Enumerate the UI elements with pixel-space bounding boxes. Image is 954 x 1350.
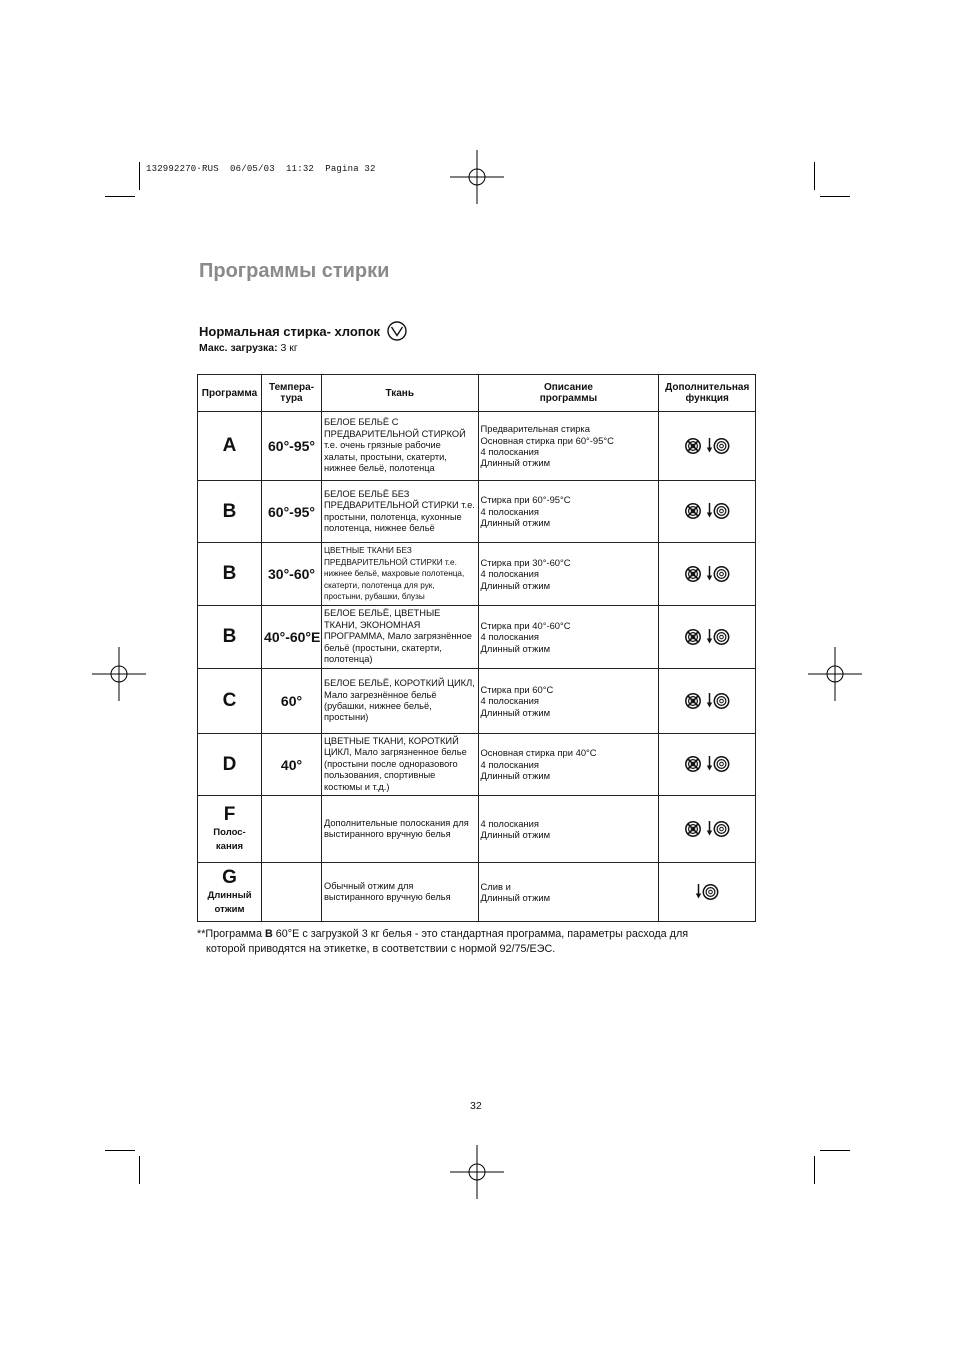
description-line: Длинный отжим bbox=[480, 642, 551, 654]
program-letter: D bbox=[222, 753, 237, 775]
crop-mark bbox=[814, 1156, 815, 1184]
description-line: 4 полоскания bbox=[480, 695, 539, 707]
function-cell bbox=[659, 412, 756, 481]
description-line: Слив и bbox=[480, 880, 511, 892]
crop-mark bbox=[820, 1150, 850, 1151]
description-line: Длинный отжим bbox=[480, 829, 551, 840]
description-line: Стирка при 40°-60°C bbox=[480, 619, 571, 631]
description-line: Стирка при 30°-60°C bbox=[480, 556, 571, 568]
function-cell bbox=[659, 481, 756, 543]
description-cell bbox=[478, 606, 659, 669]
description-line: Стирка при 60°C bbox=[480, 683, 554, 695]
program-letter: A bbox=[222, 435, 237, 456]
program-cell bbox=[198, 863, 262, 922]
registration-mark-icon bbox=[450, 150, 504, 204]
long-spin-icon bbox=[706, 437, 730, 455]
description-line: Стирка при 60°-95°C bbox=[480, 494, 571, 506]
description-cell bbox=[478, 543, 659, 606]
description-cell bbox=[478, 412, 659, 481]
fabric-cell: БЕЛОЕ БЕЛЬЁ, КОРОТКИЙ ЦИКЛ, Мало загрезнённое бельё (рубашки, нижнее бельё, простыни) bbox=[321, 669, 478, 734]
temperature-cell: 30°-60° bbox=[262, 543, 322, 606]
no-spin-icon bbox=[684, 437, 702, 455]
temperature-cell: 60°-95° bbox=[262, 412, 322, 481]
description-line: Длинный отжим bbox=[480, 770, 551, 782]
fabric-cell: БЕЛОЕ БЕЛЬЁ БЕЗ ПРЕДВАРИТЕЛЬНОЙ СТИРКИ т.е. простыни, полотенца, кухонные полотенца, нижнее бельё bbox=[321, 481, 478, 543]
description-cell bbox=[478, 796, 659, 863]
crop-mark bbox=[814, 162, 815, 190]
function-cell bbox=[659, 734, 756, 796]
footnote-prefix: **Программа bbox=[197, 928, 265, 940]
footnote-program: B bbox=[264, 928, 273, 940]
registration-mark-icon bbox=[92, 647, 146, 701]
no-spin-icon bbox=[684, 755, 702, 773]
programs-table bbox=[197, 374, 756, 922]
registration-mark-icon bbox=[808, 647, 862, 701]
temperature-cell: 40° bbox=[262, 734, 322, 796]
long-spin-icon bbox=[706, 820, 730, 838]
function-cell bbox=[659, 606, 756, 669]
section-title bbox=[199, 320, 408, 342]
header-function-line2: функция bbox=[685, 393, 729, 404]
description-cell bbox=[478, 863, 659, 922]
program-letter: F bbox=[223, 804, 236, 825]
program-subtitle: Длинный bbox=[207, 890, 252, 901]
header-description bbox=[478, 375, 659, 412]
crop-mark bbox=[820, 196, 850, 197]
program-subtitle: Полос- bbox=[213, 827, 246, 838]
function-cell bbox=[659, 863, 756, 922]
program-cell bbox=[198, 606, 262, 669]
header-fabric: Ткань bbox=[321, 375, 478, 412]
header-temperature-line2: тура bbox=[280, 393, 303, 404]
program-cell bbox=[198, 796, 262, 863]
header-program: Программа bbox=[198, 375, 262, 412]
footnote-line2: которой приводятся на этикетке, в соответствии с нормой 92/75/ЕЭС. bbox=[206, 942, 556, 955]
program-subtitle: отжим bbox=[214, 904, 245, 915]
description-line: 4 полоскания bbox=[480, 817, 539, 829]
fabric-cell: БЕЛОЕ БЕЛЬЁ, ЦВЕТНЫЕ ТКАНИ, ЭКОНОМНАЯ ПРОГРАММА, Мало загрязнённое бельё (простыни, скатерти, полотенца) bbox=[321, 606, 478, 669]
table-header-row bbox=[198, 375, 756, 412]
fabric-cell: ЦВЕТНЫЕ ТКАНИ БЕЗ ПРЕДВАРИТЕЛЬНОЙ СТИРКИ т.е. нижнее бельё, махровые полотенца, скатерти, полотенца для рук, простыни, рубашки, блузы bbox=[321, 543, 478, 606]
fabric-cell: ЦВЕТНЫЕ ТКАНИ, КОРОТКИЙ ЦИКЛ, Мало загрязненное белье (простыни после одноразового пользования, спортивные костюмы и т.д.) bbox=[321, 734, 478, 796]
program-letter: B bbox=[222, 500, 237, 522]
fabric-cell: Обычный отжим для выстиранного вручную белья bbox=[321, 863, 478, 922]
long-spin-icon bbox=[706, 628, 730, 646]
section-title-text: Нормальная стирка- хлопок bbox=[199, 323, 381, 339]
footnote-line1: 60°E с загрузкой 3 кг белья - это стандартная программа, параметры расхода для bbox=[272, 928, 689, 940]
header-description-line2: программы bbox=[539, 393, 598, 404]
header-description-line1: Описание bbox=[543, 382, 593, 393]
header-temperature-line1: Темпера- bbox=[268, 382, 315, 393]
temperature-cell bbox=[262, 863, 322, 922]
table-row bbox=[198, 669, 756, 734]
description-line: Длинный отжим bbox=[480, 892, 551, 903]
function-cell bbox=[659, 796, 756, 863]
function-cell bbox=[659, 543, 756, 606]
no-spin-icon bbox=[684, 565, 702, 583]
printer-header: 132992270·RUS 06/05/03 11:32 Pagina 32 bbox=[146, 164, 376, 174]
program-cell bbox=[198, 669, 262, 734]
crop-mark bbox=[139, 1156, 140, 1184]
header-function bbox=[659, 375, 756, 412]
description-cell bbox=[478, 734, 659, 796]
table-row bbox=[198, 606, 756, 669]
program-cell bbox=[198, 412, 262, 481]
table-row bbox=[198, 734, 756, 796]
long-spin-icon bbox=[706, 692, 730, 710]
registration-mark-icon bbox=[450, 1145, 504, 1199]
crop-mark bbox=[139, 162, 140, 190]
description-line: Длинный отжим bbox=[480, 706, 551, 718]
fabric-cell: БЕЛОЕ БЕЛЬЁ С ПРЕДВАРИТЕЛЬНОЙ СТИРКОЙ т.е. очень грязные рабочие халаты, простыни, скатерти, нижнее бельё, полотенца bbox=[321, 412, 478, 481]
description-line: 4 полоскания bbox=[480, 568, 539, 580]
table-row bbox=[198, 412, 756, 481]
program-letter: C bbox=[222, 690, 237, 711]
description-line: Основная стирка при 40°C bbox=[480, 747, 597, 759]
description-line: 4 полоскания bbox=[480, 446, 539, 457]
table-row bbox=[198, 481, 756, 543]
crop-mark bbox=[105, 1150, 135, 1151]
description-line: Длинный отжим bbox=[480, 457, 551, 469]
program-letter: B bbox=[222, 563, 237, 584]
program-cell bbox=[198, 481, 262, 543]
long-spin-icon bbox=[695, 883, 719, 901]
no-spin-icon bbox=[684, 628, 702, 646]
program-letter: G bbox=[222, 867, 237, 888]
long-spin-icon bbox=[706, 755, 730, 773]
description-line: 4 полоскания bbox=[480, 631, 539, 643]
header-function-line1: Дополнительная bbox=[665, 382, 750, 393]
program-subtitle: кания bbox=[215, 841, 244, 852]
cotton-wash-symbol-icon bbox=[386, 320, 408, 342]
description-cell bbox=[478, 481, 659, 543]
temperature-cell: 40°-60°E bbox=[262, 606, 322, 669]
max-load-value: 3 кг bbox=[280, 342, 298, 354]
header-temperature bbox=[262, 375, 322, 412]
long-spin-icon bbox=[706, 502, 730, 520]
fabric-cell: Дополнительные полоскания для выстиранного вручную белья bbox=[321, 796, 478, 863]
no-spin-icon bbox=[684, 692, 702, 710]
function-cell bbox=[659, 669, 756, 734]
long-spin-icon bbox=[706, 565, 730, 583]
program-cell bbox=[198, 734, 262, 796]
temperature-cell: 60°-95° bbox=[262, 481, 322, 543]
description-line: Длинный отжим bbox=[480, 579, 551, 591]
footnote bbox=[197, 927, 757, 956]
no-spin-icon bbox=[684, 502, 702, 520]
page-number: 32 bbox=[470, 1100, 482, 1112]
temperature-cell bbox=[262, 796, 322, 863]
temperature-cell: 60° bbox=[262, 669, 322, 734]
description-line: 4 полоскания bbox=[480, 505, 539, 517]
max-load-label: Макс. загрузка: bbox=[199, 342, 278, 354]
program-letter: B bbox=[222, 626, 237, 647]
program-cell bbox=[198, 543, 262, 606]
description-line: 4 полоскания bbox=[480, 758, 539, 770]
description-cell bbox=[478, 669, 659, 734]
max-load bbox=[199, 342, 298, 354]
table-row bbox=[198, 796, 756, 863]
crop-mark bbox=[105, 196, 135, 197]
description-line: Предварительная стирка bbox=[480, 423, 590, 435]
page-title: Программы стирки bbox=[199, 260, 390, 282]
description-line: Длинный отжим bbox=[480, 517, 551, 529]
no-spin-icon bbox=[684, 820, 702, 838]
table-row bbox=[198, 543, 756, 606]
table-row bbox=[198, 863, 756, 922]
description-line: Основная стирка при 60°-95°C bbox=[480, 434, 614, 446]
